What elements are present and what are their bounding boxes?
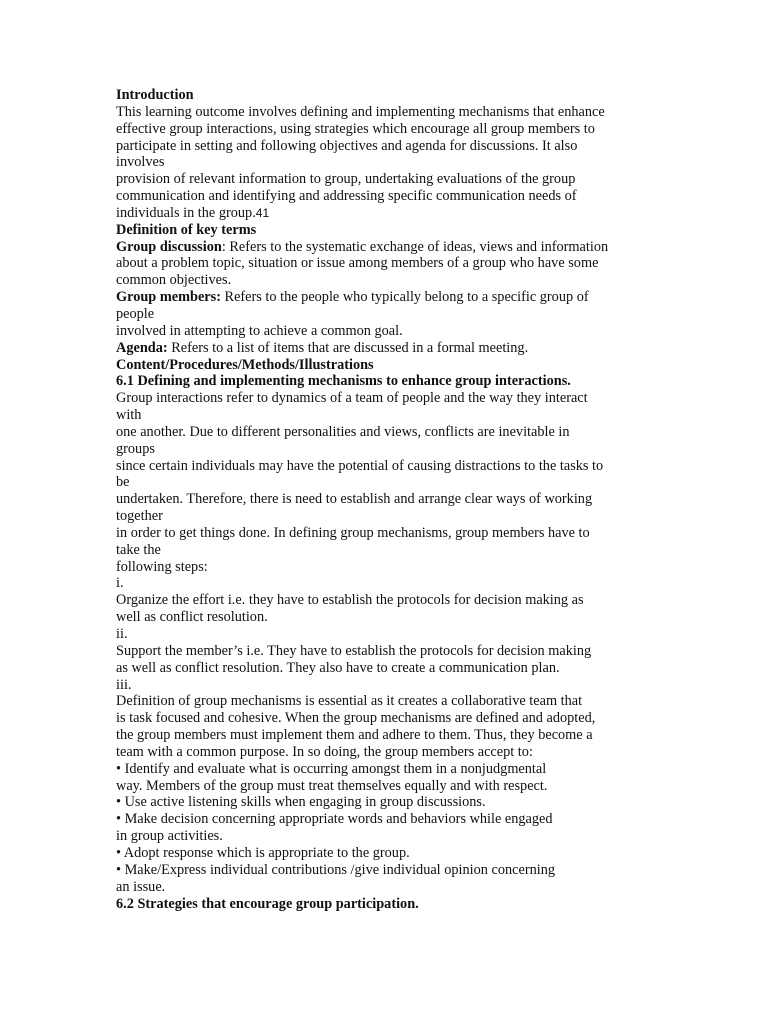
definition-line: involved in attempting to achieve a common goal. [116,322,403,339]
body-line: way. Members of the group must treat themselves equally and with respect. [116,777,548,794]
section-6-1-body [116,390,656,895]
body-line: take the [116,541,161,558]
body-line: in order to get things done. In defining group mechanisms, group members have to [116,524,590,541]
heading-content: Content/Procedures/Methods/Illustrations [116,356,374,373]
definition-line: about a problem topic, situation or issue among members of a group who have some [116,255,599,272]
body-line: groups [116,440,155,457]
body-line: an issue. [116,878,166,895]
body-line: team with a common purpose. In so doing, the group members accept to: [116,743,533,760]
intro-line: communication and identifying and addressing specific communication needs of [116,188,577,205]
intro-line: This learning outcome involves defining and implementing mechanisms that enhance [116,103,605,120]
definition-agenda [116,340,656,357]
definition-text: Refers to a list of items that are discussed in a formal meeting. [167,339,529,356]
body-line: one another. Due to different personalities and views, conflicts are inevitable in [116,423,570,440]
list-numeral: iii. [116,676,132,693]
list-numeral: ii. [116,626,128,642]
body-line: be [116,474,130,491]
page-reference: 41 [255,205,270,220]
bullet-item: • Make decision concerning appropriate words and behaviors while engaged [116,811,553,828]
intro-line [116,205,656,222]
heading-key-terms: Definition of key terms [116,221,257,238]
term-group-members: Group members: [116,289,221,306]
definition-line: common objectives. [116,272,232,289]
term-agenda: Agenda: [116,339,168,356]
body-line: Organize the effort i.e. they have to establish the protocols for decision making as [116,592,584,609]
body-line: with [116,407,142,424]
body-line: undertaken. Therefore, there is need to establish and arrange clear ways of working [116,491,593,508]
body-line: since certain individuals may have the potential of causing distractions to the tasks to [116,457,604,474]
definition-text: : Refers to the systematic exchange of ideas, views and information [221,238,609,255]
intro-line: participate in setting and following objectives and agenda for discussions. It also [116,137,578,154]
definition-line: people [116,305,155,322]
definition-group-members [116,289,656,306]
body-line: following steps: [116,558,208,575]
list-numeral: i. [116,575,124,592]
bullet-item: • Use active listening skills when engaging in group discussions. [116,794,486,811]
intro-line: provision of relevant information to group, undertaking evaluations of the group [116,171,576,188]
heading-introduction: Introduction [116,87,194,103]
heading-section-6-2: 6.2 Strategies that encourage group participation. [116,895,419,912]
definition-group-discussion [116,239,656,256]
intro-line: effective group interactions, using strategies which encourage all group members to [116,120,595,137]
intro-line: involves [116,154,165,171]
body-line: in group activities. [116,828,223,845]
document-page [116,87,656,912]
body-line: well as conflict resolution. [116,609,268,626]
bullet-item: • Make/Express individual contributions /give individual opinion concerning [116,861,556,878]
body-line: the group members must implement them and adhere to them. Thus, they become a [116,727,593,744]
body-line: together [116,508,163,525]
body-line: Support the member’s i.e. They have to establish the protocols for decision making [116,642,592,659]
term-group-discussion: Group discussion [116,238,222,255]
body-line: Definition of group mechanisms is essential as it creates a collaborative team that [116,693,583,710]
bullet-item: • Identify and evaluate what is occurring amongst them in a nonjudgmental [116,760,547,777]
intro-last-text: individuals in the group. [116,204,256,221]
definition-text: Refers to the people who typically belong to a specific group of [220,289,589,306]
body-line: as well as conflict resolution. They also have to create a communication plan. [116,659,560,676]
bullet-item: • Adopt response which is appropriate to the group. [116,844,410,861]
body-line: Group interactions refer to dynamics of a team of people and the way they interact [116,390,588,407]
heading-section-6-1: 6.1 Defining and implementing mechanisms to enhance group interactions. [116,373,571,390]
body-line: is task focused and cohesive. When the group mechanisms are defined and adopted, [116,710,596,727]
